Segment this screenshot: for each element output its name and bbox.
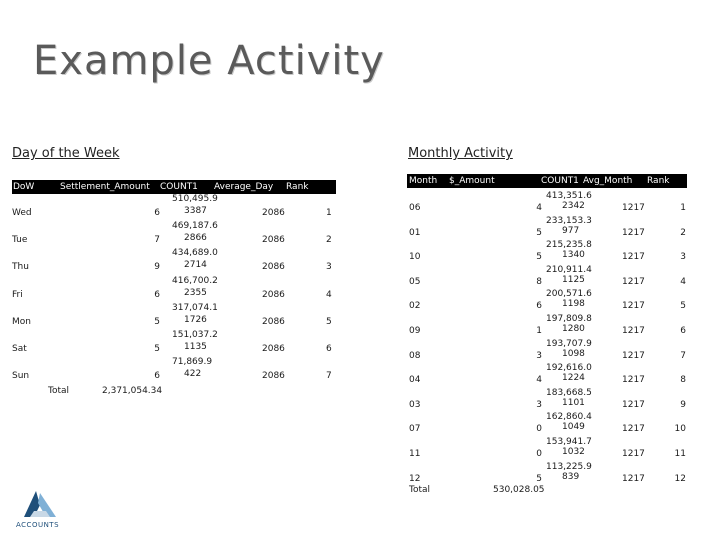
monthly-cell-avg: 1217 bbox=[622, 326, 645, 336]
monthly-cell-avg: 1217 bbox=[622, 449, 645, 459]
dow-cell-amount: 317,074.1 bbox=[172, 302, 218, 313]
dow-cell-count-prefix: 7 bbox=[154, 235, 160, 246]
dow-total-value: 2,371,054.34 bbox=[102, 386, 163, 396]
dow-cell-count: 422 bbox=[184, 369, 202, 380]
dow-cell-amount: 510,495.9 bbox=[172, 194, 218, 204]
dow-cell-day: Fri bbox=[12, 289, 23, 300]
page-title: Example Activity bbox=[33, 38, 385, 84]
monthly-cell-amount: 233,153.3 bbox=[546, 215, 592, 226]
monthly-cell-count: 2342 bbox=[562, 201, 585, 211]
monthly-cell-count: 1098 bbox=[562, 348, 585, 359]
monthly-cell-count: 1340 bbox=[562, 250, 585, 261]
dow-cell-day: Sun bbox=[12, 371, 30, 382]
monthly-cell-month: 02 bbox=[409, 301, 421, 312]
dow-cell-avg: 2086 bbox=[262, 289, 285, 300]
dow-cell-count-prefix: 6 bbox=[154, 208, 160, 218]
monthly-cell-avg: 1217 bbox=[622, 252, 645, 263]
monthly-cell-month: 05 bbox=[409, 276, 421, 287]
dow-cell-day: Tue bbox=[12, 235, 28, 246]
dow-cell-day: Mon bbox=[12, 316, 31, 327]
dow-header-amount: Settlement_Amount bbox=[60, 182, 150, 192]
company-logo-icon bbox=[16, 487, 72, 531]
monthly-table-header bbox=[407, 174, 687, 188]
monthly-cell-month: 04 bbox=[409, 375, 421, 386]
monthly-cell-avg: 1217 bbox=[622, 473, 645, 484]
dow-cell-rank: 3 bbox=[326, 262, 332, 273]
monthly-cell-rank: 5 bbox=[680, 301, 686, 312]
dow-cell-count-prefix: 9 bbox=[154, 262, 160, 273]
dow-total-label: Total bbox=[48, 386, 70, 396]
dow-cell-amount: 151,037.2 bbox=[172, 330, 218, 340]
monthly-cell-amount: 197,809.8 bbox=[546, 314, 592, 324]
monthly-cell-count-prefix: 5 bbox=[536, 473, 542, 484]
monthly-cell-count: 1101 bbox=[562, 397, 585, 408]
monthly-cell-month: 07 bbox=[409, 424, 421, 435]
dow-cell-rank: 1 bbox=[326, 208, 332, 218]
monthly-header-avg: Avg_Month bbox=[583, 176, 633, 186]
dow-cell-rank: 6 bbox=[326, 344, 332, 354]
monthly-cell-count-prefix: 4 bbox=[536, 375, 542, 386]
monthly-cell-count: 1032 bbox=[562, 447, 585, 457]
dow-cell-count-prefix: 5 bbox=[154, 316, 160, 327]
dow-cell-count: 1135 bbox=[184, 342, 207, 352]
dow-cell-count-prefix: 6 bbox=[154, 371, 160, 382]
dow-cell-avg: 2086 bbox=[262, 344, 285, 354]
monthly-cell-amount: 413,351.6 bbox=[546, 191, 592, 201]
monthly-cell-count-prefix: 4 bbox=[536, 203, 542, 213]
dow-cell-count: 2355 bbox=[184, 287, 207, 298]
monthly-cell-count-prefix: 1 bbox=[536, 326, 542, 336]
monthly-cell-count: 1280 bbox=[562, 324, 585, 334]
monthly-total-value: 530,028.05 bbox=[493, 485, 545, 495]
monthly-cell-avg: 1217 bbox=[622, 350, 645, 361]
monthly-cell-count: 839 bbox=[562, 471, 580, 482]
monthly-cell-month: 03 bbox=[409, 399, 421, 410]
monthly-cell-avg: 1217 bbox=[622, 399, 645, 410]
monthly-header-amount: $_Amount bbox=[449, 176, 495, 186]
monthly-cell-month: 01 bbox=[409, 227, 421, 238]
monthly-cell-rank: 8 bbox=[680, 375, 686, 386]
monthly-header-rank: Rank bbox=[647, 176, 670, 186]
logo-text: ACCOUNTS bbox=[16, 521, 60, 529]
monthly-cell-amount: 215,235.8 bbox=[546, 240, 592, 251]
monthly-cell-rank: 6 bbox=[680, 326, 686, 336]
monthly-header-count: COUNT1 bbox=[541, 176, 579, 186]
monthly-cell-count: 1198 bbox=[562, 299, 585, 310]
monthly-cell-count: 1049 bbox=[562, 422, 585, 433]
dow-cell-avg: 2086 bbox=[262, 208, 285, 218]
monthly-cell-count-prefix: 8 bbox=[536, 276, 542, 287]
dow-cell-rank: 7 bbox=[326, 371, 332, 382]
dow-cell-avg: 2086 bbox=[262, 371, 285, 382]
dow-cell-count: 3387 bbox=[184, 206, 207, 216]
dow-cell-rank: 4 bbox=[326, 289, 332, 300]
monthly-cell-month: 09 bbox=[409, 326, 421, 336]
monthly-cell-avg: 1217 bbox=[622, 424, 645, 435]
monthly-cell-avg: 1217 bbox=[622, 227, 645, 238]
monthly-header-month: Month bbox=[409, 176, 438, 186]
monthly-cell-count-prefix: 5 bbox=[536, 227, 542, 238]
monthly-cell-avg: 1217 bbox=[622, 375, 645, 386]
dow-cell-day: Wed bbox=[12, 208, 32, 218]
dow-section-title: Day of the Week bbox=[12, 146, 120, 161]
dow-header-avg: Average_Day bbox=[214, 182, 274, 192]
dow-cell-day: Sat bbox=[12, 344, 27, 354]
monthly-cell-count: 1224 bbox=[562, 373, 585, 384]
monthly-cell-rank: 11 bbox=[674, 449, 686, 459]
monthly-cell-rank: 10 bbox=[674, 424, 686, 435]
monthly-cell-amount: 200,571.6 bbox=[546, 289, 592, 300]
monthly-cell-amount: 162,860.4 bbox=[546, 412, 592, 423]
dow-cell-count: 1726 bbox=[184, 314, 207, 325]
monthly-cell-avg: 1217 bbox=[622, 301, 645, 312]
dow-cell-amount: 416,700.2 bbox=[172, 275, 218, 286]
monthly-cell-month: 10 bbox=[409, 252, 421, 263]
dow-cell-count: 2714 bbox=[184, 260, 207, 271]
monthly-cell-count: 977 bbox=[562, 225, 580, 236]
dow-cell-amount: 434,689.0 bbox=[172, 248, 218, 259]
dow-cell-count: 2866 bbox=[184, 233, 207, 244]
monthly-cell-month: 08 bbox=[409, 350, 421, 361]
monthly-cell-count-prefix: 5 bbox=[536, 252, 542, 263]
monthly-cell-month: 12 bbox=[409, 473, 421, 484]
dow-cell-rank: 2 bbox=[326, 235, 332, 246]
monthly-cell-month: 11 bbox=[409, 449, 421, 459]
monthly-cell-rank: 12 bbox=[674, 473, 686, 484]
dow-cell-day: Thu bbox=[12, 262, 29, 273]
monthly-cell-amount: 192,616.0 bbox=[546, 363, 592, 374]
dow-header-dow: DoW bbox=[13, 182, 35, 192]
monthly-cell-rank: 4 bbox=[680, 276, 686, 287]
monthly-cell-rank: 9 bbox=[680, 399, 686, 410]
monthly-cell-count-prefix: 6 bbox=[536, 301, 542, 312]
monthly-cell-month: 06 bbox=[409, 203, 421, 213]
monthly-cell-count: 1125 bbox=[562, 274, 585, 285]
monthly-cell-amount: 153,941.7 bbox=[546, 437, 592, 447]
dow-cell-avg: 2086 bbox=[262, 235, 285, 246]
monthly-cell-amount: 193,707.9 bbox=[546, 338, 592, 349]
dow-table-header bbox=[12, 180, 336, 194]
dow-cell-count-prefix: 6 bbox=[154, 289, 160, 300]
monthly-cell-count-prefix: 3 bbox=[536, 399, 542, 410]
monthly-cell-amount: 183,668.5 bbox=[546, 387, 592, 398]
monthly-section-title: Monthly Activity bbox=[408, 146, 513, 161]
monthly-cell-count-prefix: 0 bbox=[536, 449, 542, 459]
monthly-cell-count-prefix: 0 bbox=[536, 424, 542, 435]
dow-cell-avg: 2086 bbox=[262, 262, 285, 273]
dow-cell-amount: 469,187.6 bbox=[172, 221, 218, 232]
monthly-cell-rank: 7 bbox=[680, 350, 686, 361]
monthly-cell-avg: 1217 bbox=[622, 276, 645, 287]
monthly-cell-rank: 1 bbox=[680, 203, 686, 213]
monthly-total-label: Total bbox=[409, 485, 431, 495]
dow-cell-rank: 5 bbox=[326, 316, 332, 327]
dow-cell-count-prefix: 5 bbox=[154, 344, 160, 354]
monthly-cell-count-prefix: 3 bbox=[536, 350, 542, 361]
monthly-cell-rank: 2 bbox=[680, 227, 686, 238]
monthly-cell-rank: 3 bbox=[680, 252, 686, 263]
dow-cell-amount: 71,869.9 bbox=[172, 357, 213, 368]
dow-header-count: COUNT1 bbox=[160, 182, 198, 192]
dow-cell-avg: 2086 bbox=[262, 316, 285, 327]
monthly-cell-amount: 113,225.9 bbox=[546, 461, 592, 472]
monthly-cell-avg: 1217 bbox=[622, 203, 645, 213]
dow-header-rank: Rank bbox=[286, 182, 309, 192]
monthly-cell-amount: 210,911.4 bbox=[546, 264, 592, 275]
